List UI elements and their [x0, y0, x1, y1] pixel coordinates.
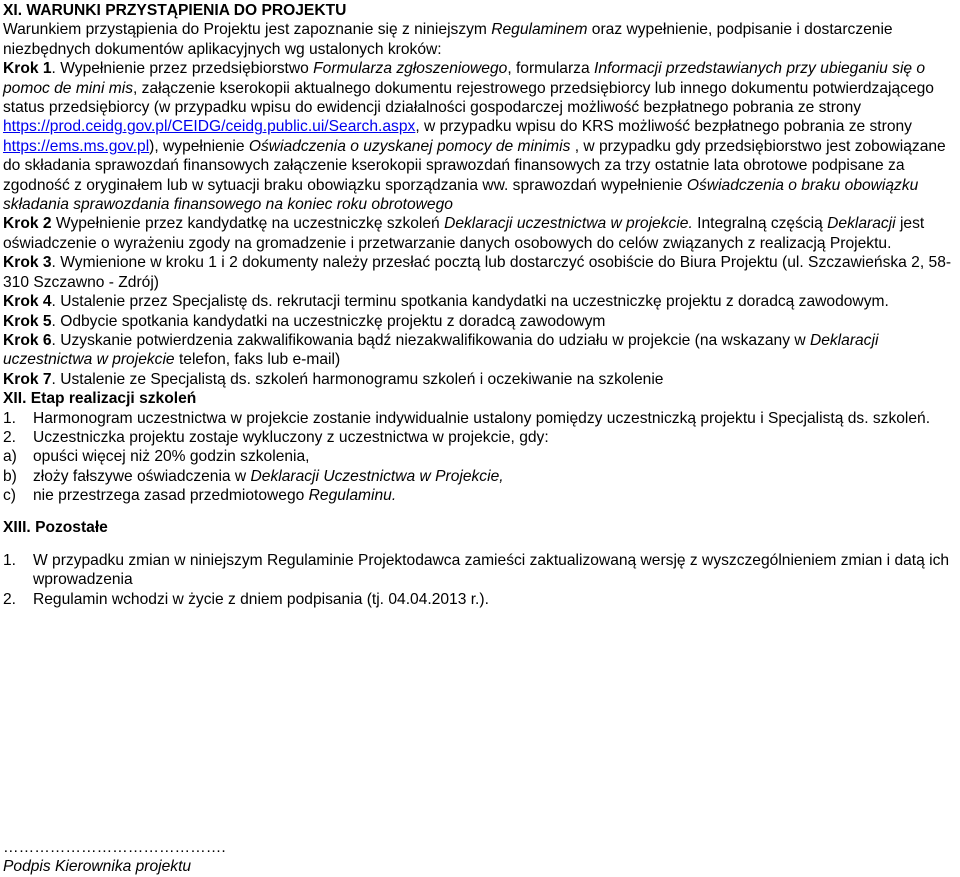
spacer — [3, 537, 956, 551]
signature-dots: ……………………………………. — [3, 839, 226, 856]
signature-label: Podpis Kierownika projektu — [3, 858, 192, 876]
section-xi-intro: Warunkiem przystąpienia do Projektu jest zapoznanie się z niniejszym Regulaminem oraz wypełnienie, podpisanie i dostarczenie niezbędnych dokumentów aplikacyjnych wg ustalonych kroków: — [3, 21, 893, 58]
step-3: Krok 3. Wymienione w kroku 1 i 2 dokumenty należy przesłać pocztą lub dostarczyć osobiście do Biura Projektu (ul. Szczawieńska 2, 58-310 Szczawno - Zdrój) — [3, 254, 952, 291]
list-item: 2. Uczestniczka projektu zostaje wykluczony z uczestnictwa w projekcie, gdy: — [3, 428, 549, 446]
ceidg-link[interactable]: https://prod.ceidg.gov.pl/CEIDG/ceidg.public.ui/Search.aspx — [3, 118, 416, 136]
spacer — [3, 506, 956, 518]
list-item: b) złoży fałszywe oświadczenia w Deklaracji Uczestnictwa w Projekcie, — [3, 467, 504, 485]
list-item: c) nie przestrzega zasad przedmiotowego Regulaminu. — [3, 487, 397, 505]
section-xii-heading: XII. Etap realizacji szkoleń — [3, 390, 197, 408]
list-item: 2. Regulamin wchodzi w życie z dniem podpisania (tj. 04.04.2013 r.). — [3, 590, 489, 608]
step-7: Krok 7. Ustalenie ze Specjalistą ds. szkoleń harmonogramu szkoleń i oczekiwanie na szkolenie — [3, 370, 664, 388]
step-1: Krok 1. Wypełnienie przez przedsiębiorstwo Formularza zgłoszeniowego, formularza Informacji przedstawianych przy ubieganiu się o pomoc de mini mis, załączenie kserokopii aktualnego dokumentu rejestrowego przedsiębiorcy lub innego dokumentu potwierdzającego status przedsiębiorcy (w przypadku wpisu do ewidencji działalności gospodarczej możliwość bezpłatnego pobrania ze strony https://prod.ceidg.gov.pl/CEIDG/ceidg.public.ui/Search.aspx, w przypadku wpisu do KRS możliwość bezpłatnego pobrania ze strony https://ems.ms.gov.pl), wypełnienie Oświadczenia o uzyskanej pomocy de minimis , w przypadku gdy przedsiębiorstwo jest zobowiązane do składania sprawozdań finansowych załączenie kserokopii sprawozdań finansowych za trzy ostatnie lata obrotowe podpisane za zgodność z oryginałem lub w sytuacji braku obowiązku sporządzania ww. sprawozdań wypełnienie Oświadczenia o braku obowiązku składania sprawozdania finansowego na koniec roku obrotowego — [3, 60, 946, 214]
document-body — [3, 1, 956, 609]
section-xiii-heading: XIII. Pozostałe — [3, 518, 108, 536]
list-item: a) opuści więcej niż 20% godzin szkolenia, — [3, 448, 310, 466]
step-2: Krok 2 Wypełnienie przez kandydatkę na uczestniczkę szkoleń Deklaracji uczestnictwa w projekcie. Integralną częścią Deklaracji jest oświadczenie o wyrażeniu zgody na gromadzenie i przetwarzanie danych osobowych do celów związanych z realizacją Projektu. — [3, 215, 925, 252]
step-4: Krok 4. Ustalenie przez Specjalistę ds. rekrutacji terminu spotkania kandydatki na uczestniczkę projektu z doradcą zawodowym. — [3, 293, 889, 311]
list-item: 1. W przypadku zmian w niniejszym Regulaminie Projektodawca zamieści zaktualizowaną wersję z wyszczególnieniem zmian i datą ich wprowadzenia — [3, 551, 950, 589]
step-6: Krok 6. Uzyskanie potwierdzenia zakwalifikowania bądź niezakwalifikowania do udziału w projekcie (na wskazany w Deklaracji uczestnictwa w projekcie telefon, faks lub e-mail) — [3, 331, 879, 369]
section-xi-heading: XI. WARUNKI PRZYSTĄPIENIA DO PROJEKTU — [3, 2, 347, 19]
list-item: 1. Harmonogram uczestnictwa w projekcie zostanie indywidualnie ustalony pomiędzy uczestniczką projektu i Specjalistą ds. szkoleń. — [3, 409, 931, 427]
ems-link[interactable]: https://ems.ms.gov.pl — [3, 137, 150, 155]
step-5: Krok 5. Odbycie spotkania kandydatki na uczestniczkę projektu z doradcą zawodowym — [3, 312, 606, 330]
signature-block — [3, 838, 226, 877]
